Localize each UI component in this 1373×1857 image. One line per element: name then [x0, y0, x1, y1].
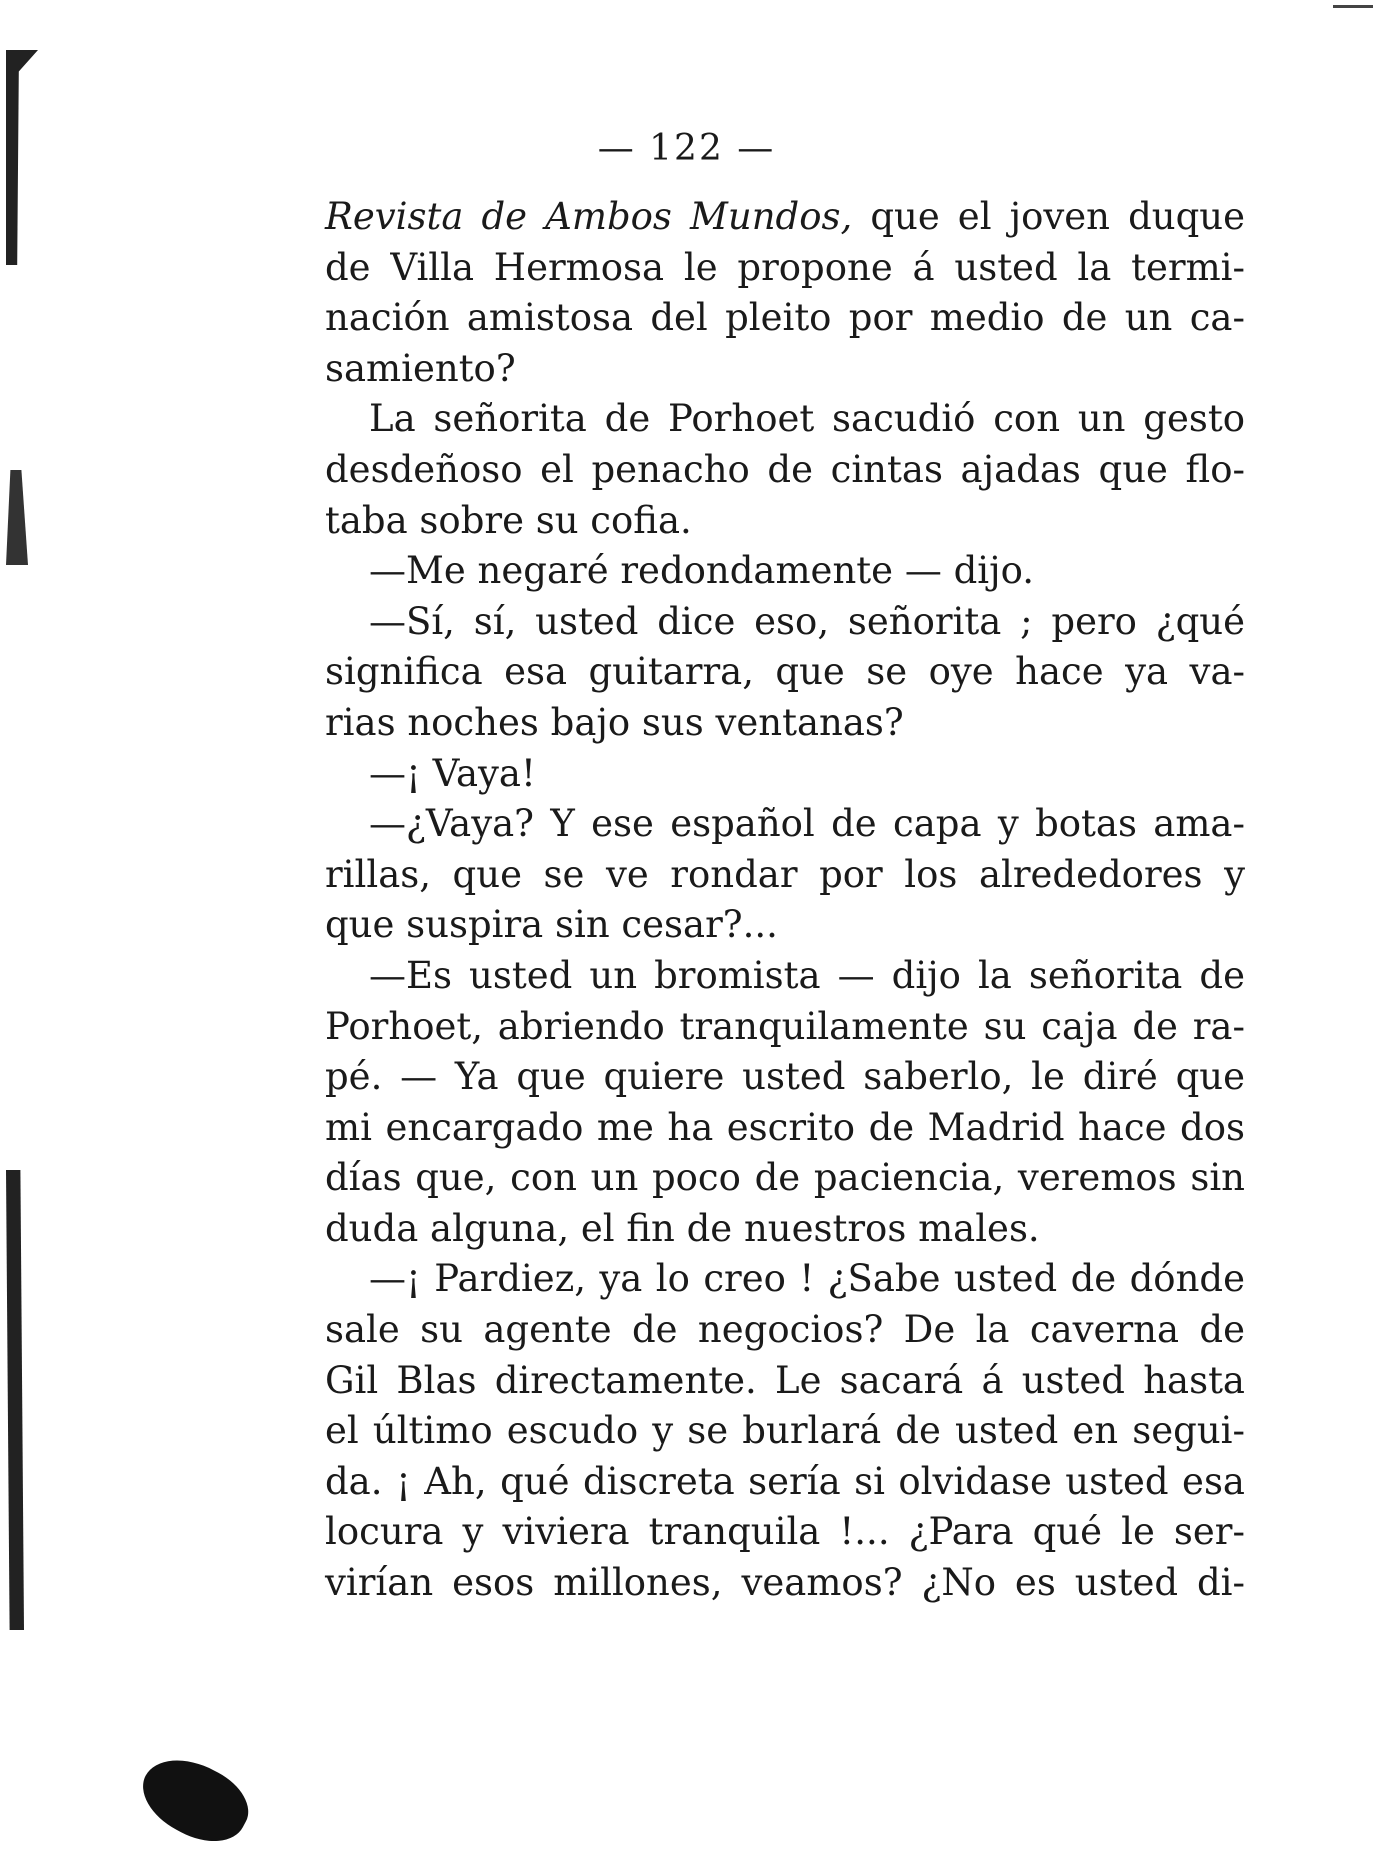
text-line: —¿Vaya? Y ese español de capa y botas ama- [369, 802, 1245, 846]
paragraph [325, 394, 1245, 546]
scan-edge-shadow [6, 470, 28, 565]
text-line: mi encargado me ha escrito de Madrid hace dos [325, 1105, 1245, 1149]
paragraph [325, 1254, 1245, 1608]
text-line: —Sí, sí, usted dice eso, señorita ; pero ¿qué [369, 599, 1245, 643]
scan-edge-shadow [6, 1170, 24, 1630]
ink-smudge [130, 1743, 260, 1856]
text-line: rillas, que se ve rondar por los alrededores y [325, 852, 1245, 896]
text-line: desdeñoso el penacho de cintas ajadas que flo- [325, 447, 1245, 491]
text-line: Gil Blas directamente. Le sacará á usted hasta [325, 1358, 1245, 1402]
text-line: da. ¡ Ah, qué discreta sería si olvidase usted esa [325, 1459, 1245, 1503]
text-line: —¡ Vaya! [369, 751, 536, 795]
text-line: La señorita de Porhoet sacudió con un gesto [369, 397, 1245, 441]
text-line: —Me negaré redondamente — dijo. [369, 549, 1034, 593]
paragraph [325, 799, 1245, 951]
text-line: virían esos millones, veamos? ¿No es usted di- [325, 1561, 1245, 1605]
text-line: significa esa guitarra, que se oye hace ya va- [325, 650, 1245, 694]
text-line: sale su agente de negocios? De la caverna de [325, 1308, 1245, 1352]
text-line: nación amistosa del pleito por medio de un ca- [325, 296, 1245, 340]
text-line: rias noches bajo sus ventanas? [325, 700, 904, 744]
text-line: de Villa Hermosa le propone á usted la termi- [325, 245, 1245, 289]
text-line: días que, con un poco de paciencia, veremos sin [325, 1156, 1245, 1200]
paragraph [325, 597, 1245, 749]
text-line: el último escudo y se burlará de usted en segui- [325, 1409, 1245, 1453]
text-line: Revista de Ambos Mundos, que el joven duque [325, 195, 1245, 238]
italic-title: Revista de Ambos Mundos, [325, 195, 853, 238]
paragraph [325, 951, 1245, 1255]
text-line: Porhoet, abriendo tranquilamente su caja de ra- [325, 1004, 1245, 1048]
page-number: — 122 — [597, 128, 776, 169]
text-line: pé. — Ya que quiere usted saberlo, le diré que [325, 1055, 1245, 1099]
text-line: —Es usted un bromista — dijo la señorita de [369, 953, 1245, 997]
text-line: —¡ Pardiez, ya lo creo ! ¿Sabe usted de dónde [369, 1257, 1245, 1301]
text-line: samiento? [325, 346, 516, 390]
text-line: locura y viviera tranquila !... ¿Para qué le ser- [325, 1510, 1245, 1554]
text-line: que suspira sin cesar?... [325, 903, 778, 947]
scan-mark [1333, 5, 1373, 8]
text-line: duda alguna, el fin de nuestros males. [325, 1206, 1040, 1250]
paragraph [325, 749, 1245, 800]
text-line: taba sobre su cofia. [325, 498, 692, 542]
paragraph [325, 192, 1245, 394]
body-text [325, 192, 1245, 1609]
paragraph [325, 546, 1245, 597]
